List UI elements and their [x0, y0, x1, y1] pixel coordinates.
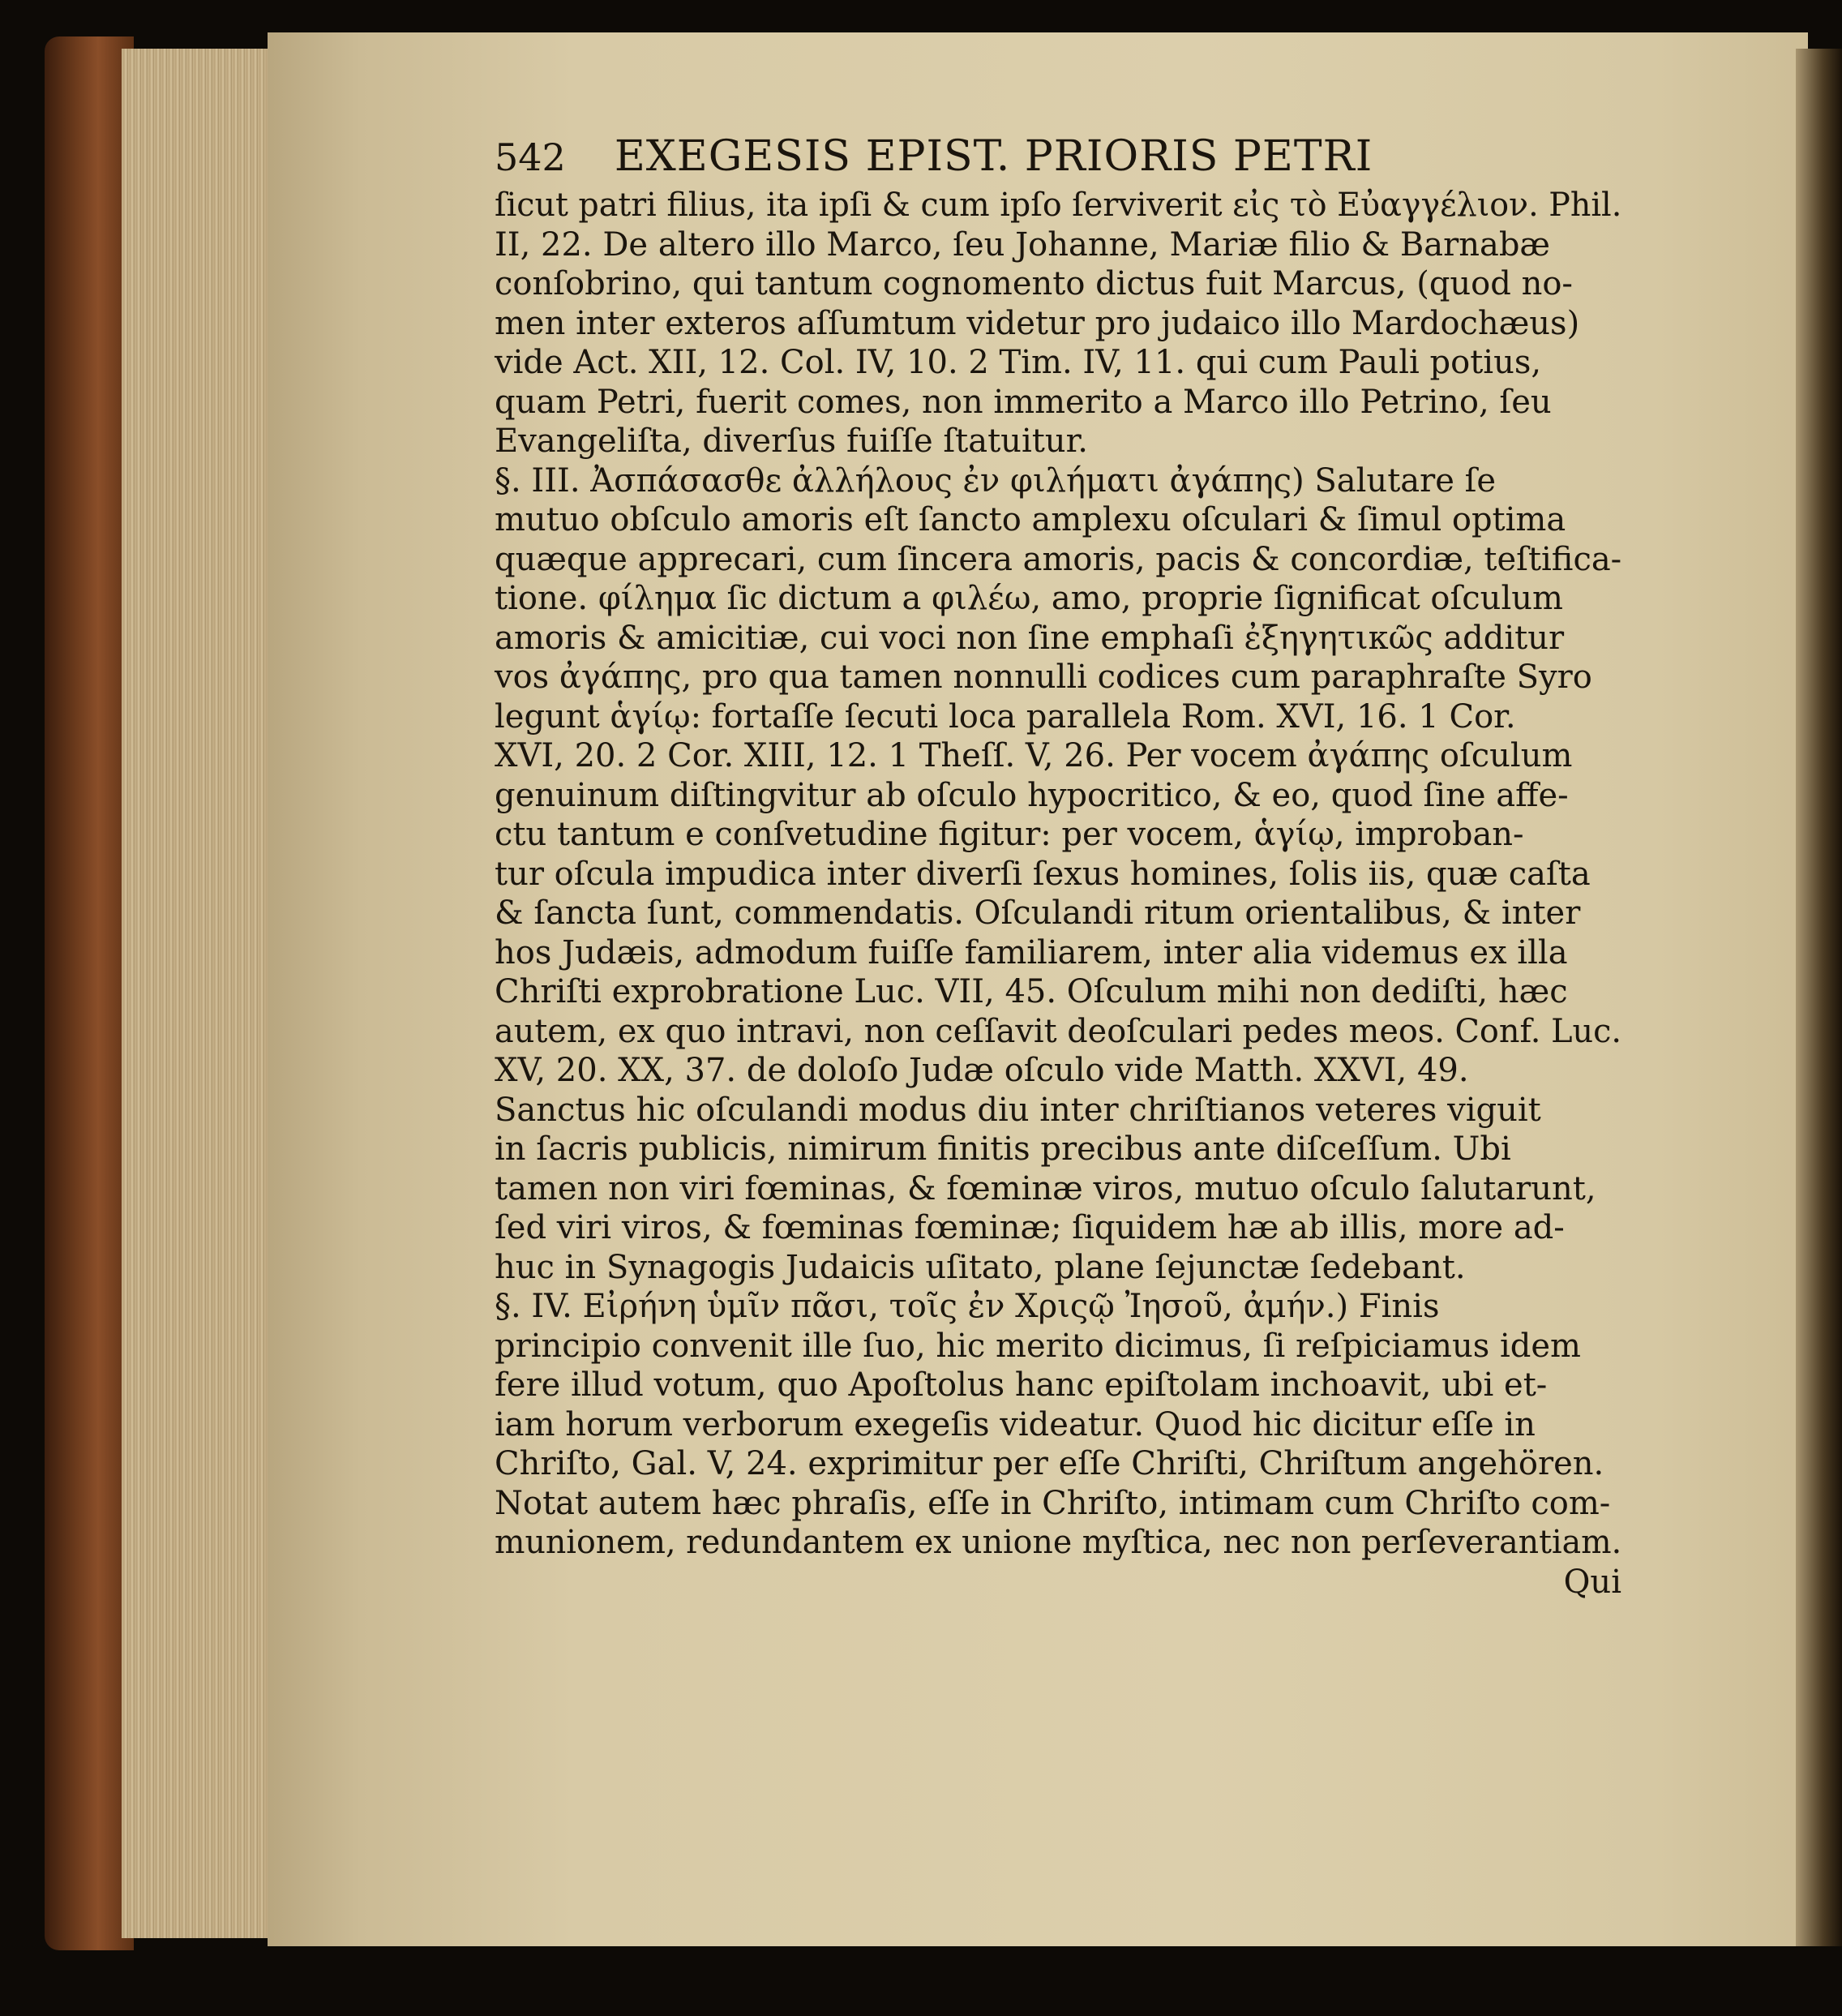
- text-line: Chriſto, Gal. V, 24. exprimitur per eſſe Chriſti, Chriſtum angehören.: [495, 1445, 1604, 1482]
- page-edges: [122, 49, 284, 1938]
- text-line: XV, 20. XX, 37. de doloſo Judæ oſculo vide Matth. XXVI, 49.: [495, 1052, 1469, 1089]
- text-line: iam horum verborum exegeſis videatur. Quod hic dicitur eſſe in: [495, 1405, 1536, 1443]
- text-line: §. IV. Εἰρήνη ὑμῖν πᾶσι, τοῖς ἐν Χριςῷ Ἰησοῦ, ἀμήν.) Finis: [495, 1288, 1440, 1325]
- text-line: vos ἀγάπης, pro qua tamen nonnulli codices cum paraphraſte Syro: [495, 658, 1592, 696]
- page-header: [495, 128, 1621, 186]
- text-line: Chriſti exprobratione Luc. VII, 45. Oſculum mihi non dediſti, hæc: [495, 973, 1568, 1010]
- text-line: ctu tantum e conſvetudine figitur: per vocem, ἁγίῳ, improban-: [495, 816, 1524, 853]
- text-line: in ſacris publicis, nimirum finitis precibus ante diſceſſum. Ubi: [495, 1130, 1511, 1168]
- text-line: Notat autem hæc phraſis, eſſe in Chriſto, intimam cum Chriſto com-: [495, 1484, 1611, 1522]
- text-line: vide Act. XII, 12. Col. IV, 10. 2 Tim. IV, 11. qui cum Pauli potius,: [495, 344, 1542, 381]
- text-line: quam Petri, fuerit comes, non immerito a Marco illo Petrino, ſeu: [495, 383, 1552, 421]
- text-line: tur oſcula impudica inter diverſi ſexus homines, ſolis iis, quæ caſta: [495, 855, 1591, 893]
- page-content: [495, 128, 1621, 1602]
- text-line: II, 22. De altero illo Marco, ſeu Johanne, Mariæ filio & Barnabæ: [495, 225, 1551, 264]
- text-line: & ſancta ſunt, commendatis. Oſculandi ritum orientalibus, & inter: [495, 894, 1581, 932]
- running-head: EXEGESIS EPIST. PRIORIS PETRI: [614, 132, 1373, 181]
- text-line: conſobrino, qui tantum cognomento dictus fuit Marcus, (quod no-: [495, 265, 1573, 302]
- text-line: mutuo obſculo amoris eſt ſancto amplexu oſculari & ſimul optima: [495, 501, 1566, 538]
- text-line: ſicut patri filius, ita ipſi & cum ipſo ſerviverit εἰς τὸ Εὐαγγέλιον. Phil.: [495, 187, 1622, 224]
- text-line: tione. φίλημα ſic dictum a φιλέω, amo, proprie ſignificat oſculum: [495, 580, 1563, 617]
- text-line: amoris & amicitiæ, cui voci non ſine emphaſi ἐξηγητικῶς additur: [495, 619, 1565, 657]
- text-line: §. III. Ἀσπάσασθε ἀλλήλους ἐν φιλήματι ἀγάπης) Salutare ſe: [495, 461, 1497, 500]
- text-line: XVI, 20. 2 Cor. XIII, 12. 1 Theſſ. V, 26. Per vocem ἀγάπης oſculum: [495, 737, 1573, 774]
- text-line: huc in Synagogis Judaicis uſitato, plane ſejunctæ ſedebant.: [495, 1248, 1466, 1286]
- text-line: men inter exteros aſſumtum videtur pro judaico illo Mardochæus): [495, 304, 1580, 342]
- text-line: Evangeliſta, diverſus fuiſſe ſtatuitur.: [495, 423, 1089, 460]
- book-gutter: [1796, 49, 1842, 1946]
- book-cover: [45, 36, 134, 1950]
- text-line: hos Judæis, admodum fuiſſe familiarem, inter alia videmus ex illa: [495, 933, 1568, 972]
- text-line: quæque apprecari, cum ſincera amoris, pacis & concordiæ, teſtifica-: [495, 540, 1622, 578]
- text-line: ſed viri viros, & fœminas fœminæ; ſiquidem hæ ab illis, more ad-: [495, 1209, 1565, 1246]
- text-line: legunt ἁγίῳ: fortaſſe ſecuti loca parallela Rom. XVI, 16. 1 Cor.: [495, 697, 1516, 736]
- text-line: tamen non viri fœminas, & fœminæ viros, mutuo oſculo ſalutarunt,: [495, 1169, 1596, 1207]
- text-line: autem, ex quo intravi, non ceſſavit deoſculari pedes meos. Conf. Luc.: [495, 1012, 1622, 1050]
- text-line: genuinum diſtingvitur ab oſculo hypocritico, & eo, quod ſine affe-: [495, 776, 1569, 814]
- body-text: [495, 186, 1621, 1563]
- page-number: 542: [495, 135, 566, 179]
- text-line: principio convenit ille ſuo, hic merito dicimus, ſi reſpiciamus idem: [495, 1327, 1581, 1365]
- text-line: munionem, redundantem ex unione myſtica, nec non perſeverantiam.: [495, 1524, 1622, 1561]
- text-line: fere illud votum, quo Apoſtolus hanc epiſtolam inchoavit, ubi et-: [495, 1366, 1548, 1404]
- text-line: Sanctus hic oſculandi modus diu inter chriſtianos veteres viguit: [495, 1091, 1541, 1129]
- catchword: Qui: [1563, 1563, 1621, 1601]
